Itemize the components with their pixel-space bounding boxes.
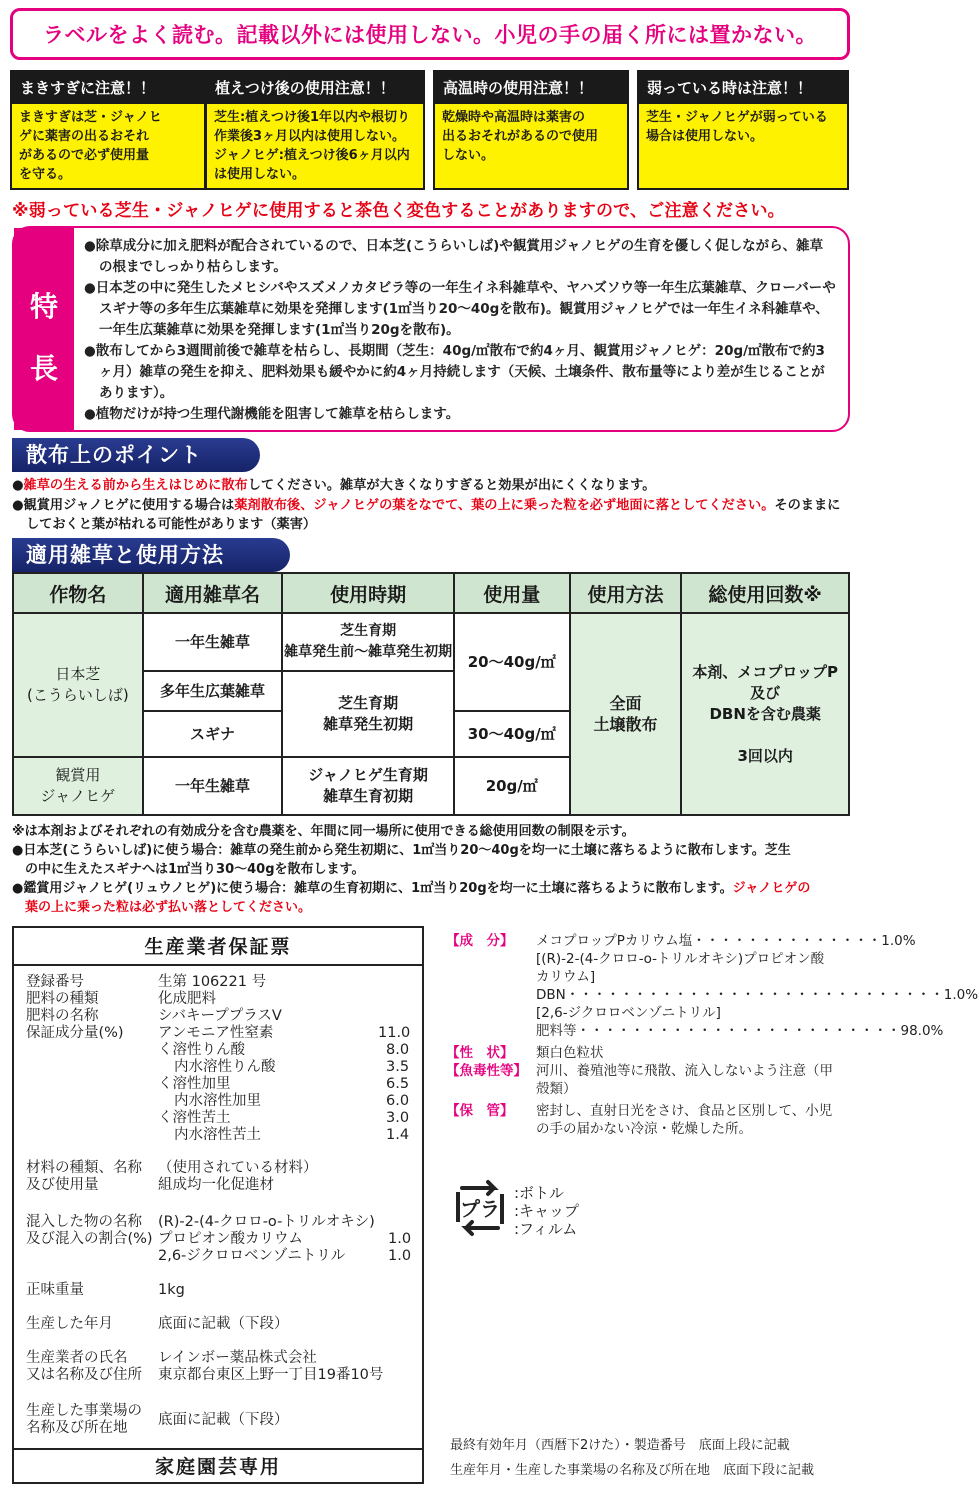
expiry-note: 最終有効年月（西暦下2けた）・製造番号 底面上段に記載: [450, 1438, 790, 1453]
times-cell: 本剤、メコプロップP 及び DBNを含む農薬 3回以内: [681, 613, 849, 815]
caution-title: まきすぎに注意！！: [12, 72, 204, 104]
table-header: 適用雑草名: [143, 573, 283, 613]
feature-item: ●日本芝の中に発生したメヒシバやスズメノカタビラ等の一年生イネ科雑草や、ヤハズソウ等一年生広葉雑草、クローバーやスギナ等の多年生広葉雑草に効果を発揮します(1㎡当り20～40gを散布)。観賞用ジャノヒゲでは一年生イネ科雑草や、一年生広葉雑草に効果を発揮します(1㎡当り20gを散布)。: [84, 280, 836, 338]
point-text: 観賞用ジャノヒゲに使用する場合は: [23, 497, 235, 513]
site-label: 名称及び所在地: [26, 1420, 128, 1436]
caution-line: を守る。: [19, 167, 72, 182]
note-line: の中に生えたスギナへは1㎡当り30～40gを散布します。: [25, 862, 365, 877]
storage-label: 【保 管】: [446, 1103, 514, 1119]
caution-title: 弱っている時は注意！！: [639, 72, 847, 104]
table-header: 作物名: [13, 573, 143, 613]
ingredient-line: カリウム]: [536, 969, 596, 985]
amount-cell: 20～40g/㎡: [454, 613, 570, 711]
mix-value: (R)-2-(4-クロロ-o-トリルオキシ): [158, 1214, 375, 1230]
type-value: 化成肥料: [158, 991, 216, 1007]
name-value: シバキーププラスV: [158, 1008, 282, 1024]
name-label: 肥料の名称: [26, 1008, 99, 1024]
table-header: 使用方法: [570, 573, 682, 613]
method-cell: 全面 土壌散布: [570, 613, 682, 815]
caution-line: まきすぎは芝・ジャノヒ: [19, 110, 162, 125]
reg-label: 登録番号: [26, 974, 84, 990]
mix-ratio: 1.0: [388, 1248, 412, 1264]
property-value: 類白色粒状: [536, 1045, 604, 1061]
caution-box-after-planting: [205, 70, 425, 190]
weight-value: 1kg: [158, 1282, 185, 1298]
comp-value: 6.0: [386, 1093, 410, 1109]
note-line: [12, 879, 852, 898]
maker-value: 東京都台東区上野一丁目19番10号: [158, 1367, 384, 1383]
points-list: [12, 476, 852, 535]
site-value: 底面に記載（下段）: [158, 1412, 289, 1428]
fish-toxicity-value: 河川、養殖池等に飛散、流入しないよう注意（甲: [536, 1063, 833, 1079]
note-line: ※は本剤およびそれぞれの有効成分を含む農薬を、年間に同一場所に使用できる総使用回数の制限を示す。: [12, 824, 635, 839]
maker-label: 生産業者の氏名: [26, 1350, 128, 1366]
comp-label: 保証成分量(%): [26, 1025, 124, 1041]
fish-toxicity-value: 殻類）: [536, 1081, 577, 1097]
property-label: 【性 状】: [446, 1045, 514, 1061]
mix-value: 2,6-ジクロロベンゾニトリル: [158, 1248, 346, 1264]
weight-label: 正味重量: [26, 1282, 84, 1298]
date-label: 生産した年月: [26, 1316, 113, 1332]
table-header-row: [13, 573, 849, 613]
note-text: ●鑑賞用ジャノヒゲ(リュウノヒゲ)に使う場合：雑草の生育初期に、1㎡当り20gを均一に土壌に落ちるように散布します。: [12, 881, 733, 896]
storage-value: の手の届かない冷涼・乾燥した所。: [536, 1121, 752, 1137]
feature-item: ●散布してから3週間前後で雑草を枯らし、長期間（芝生：40g/㎡散布で約4ヶ月、観賞用ジャノヒゲ：20g/㎡散布で約3ヶ月）雑草の発生を抑え、肥料効果も緩やかに約4ヶ月持続します（天候、土壌条件、散布量等により差が生じることがあります）。: [84, 343, 825, 401]
caution-line: ジャノヒゲ:植えつけ後6ヶ月以内: [214, 148, 410, 163]
ingredient-line: メコプロップPカリウム塩・・・・・・・・・・・・・・1.0%: [536, 933, 916, 949]
table-header: 総使用回数※: [681, 573, 849, 613]
mat-value: 組成均一化促進材: [158, 1177, 274, 1193]
caution-body: [639, 104, 847, 150]
table-header: 使用量: [454, 573, 570, 613]
caution-body: [435, 104, 627, 169]
comp-value: 6.5: [386, 1076, 410, 1092]
weed-cell: 一年生雑草: [143, 613, 283, 671]
comp-value: 1.4: [386, 1127, 410, 1143]
mix-ratio: 1.0: [388, 1231, 412, 1247]
caution-box-high-temp: [433, 70, 629, 190]
features-label-char: 長: [29, 352, 58, 385]
point-item: ●観賞用ジャノヒゲに使用する場合は薬剤散布後、ジャノヒゲの葉をなでて、葉の上に乗った粒を必ず地面に落としてください。そのままにしておくと葉が枯れる可能性があります（薬害）: [12, 497, 841, 532]
table-header: 使用時期: [282, 573, 454, 613]
guarantee-title: 生産業者保証票: [14, 928, 422, 966]
crop-cell: 日本芝 (こうらいしば): [13, 613, 143, 757]
caution-line: 乾燥時や高温時は薬害の: [442, 110, 586, 125]
comp-value: 3.0: [386, 1110, 410, 1126]
amount-cell: 20g/㎡: [454, 757, 570, 815]
point-text: そのままにしておくと葉が枯れる可能性があります（薬害）: [26, 497, 841, 532]
mix-label: 及び混入の割合(%): [26, 1231, 153, 1247]
mix-value: プロピオン酸カリウム: [158, 1231, 303, 1247]
features-label: [14, 276, 74, 400]
ingredient-line: [(R)-2-(4-クロロ-o-トリルオキシ)プロピオン酸: [536, 951, 825, 967]
feature-item: ●除草成分に加え肥料が配合されているので、日本芝(こうらいしば)や観賞用ジャノヒゲの生育を優しく促しながら、雑草の根までしっかり枯らします。: [84, 238, 824, 275]
discolor-warning: ※弱っている芝生・ジャノヒゲに使用すると茶色く変色することがありますので、ご注意ください。: [12, 201, 785, 221]
features-list: [84, 236, 836, 425]
mat-value: （使用されている材料）: [158, 1160, 318, 1176]
maker-value: レインボー薬品株式会社: [158, 1350, 317, 1366]
guarantee-footer: 家庭園芸専用: [14, 1448, 422, 1482]
caution-line: ゲに薬害の出るおそれ: [19, 129, 150, 144]
comp-name: く溶性加里: [158, 1076, 231, 1092]
caution-box-overdose: [10, 70, 206, 190]
maker-label: 又は名称及び住所: [26, 1367, 142, 1383]
time-cell: 芝生育期 雑草発生前～雑草発生初期: [282, 613, 454, 671]
weed-cell: 一年生雑草: [143, 757, 283, 815]
ingredient-line: [2,6-ジクロロベンゾニトリル]: [536, 1005, 721, 1021]
comp-name: く溶性苦土: [158, 1110, 231, 1126]
plastic-recycle-icon: [450, 1178, 510, 1238]
site-label: 生産した事業場の: [26, 1403, 142, 1419]
weed-cell: 多年生広葉雑草: [143, 671, 283, 711]
usage-section-title: 適用雑草と使用方法: [12, 538, 290, 572]
ingredient-line: DBN・・・・・・・・・・・・・・・・・・・・・・・・・・・・1.0%: [536, 987, 978, 1003]
comp-name: 内水溶性苦土: [174, 1127, 261, 1143]
caution-line: があるので必ず使用量: [19, 148, 150, 163]
amount-cell: 30～40g/㎡: [454, 711, 570, 757]
crop-cell: 観賞用 ジャノヒゲ: [13, 757, 143, 815]
comp-value: 3.5: [386, 1059, 410, 1075]
comp-value: 8.0: [386, 1042, 410, 1058]
caution-line: 場合は使用しない。: [646, 129, 764, 144]
feature-item: ●植物だけが持つ生理代謝機能を阻害して雑草を枯らします。: [84, 406, 460, 422]
caution-line: 芝生・ジャノヒゲが弱っている: [646, 110, 828, 125]
recycle-item: :ボトル: [514, 1184, 565, 1202]
top-warning-banner: ラベルをよく読む。記載以外には使用しない。小児の手の届く所には置かない。: [10, 8, 850, 60]
caution-body: [12, 104, 204, 188]
table-row: [13, 613, 849, 671]
mat-label: 材料の種類、名称: [26, 1160, 142, 1176]
caution-line: 出るおそれがあるので使用: [442, 129, 599, 144]
caution-line: しない。: [442, 148, 495, 163]
production-note: 生産年月・生産した事業場の名称及び所在地 底面下段に記載: [450, 1463, 815, 1478]
recycle-item: :フィルム: [514, 1220, 578, 1238]
comp-name: く溶性りん酸: [158, 1042, 245, 1058]
recycle-item: :キャップ: [514, 1202, 580, 1220]
note-line: ●日本芝(こうらいしば)に使う場合：雑草の発生前から発生初期に、1㎡当り20～40gを均一に土壌に落ちるように散布します。芝生: [12, 843, 791, 858]
note-line: 葉の上に乗った粒は必ず払い落としてください。: [25, 900, 312, 915]
point-text: してください。雑草が大きくなりすぎると効果が出にくくなります。: [247, 478, 656, 493]
points-section-title: 散布上のポイント: [12, 438, 260, 472]
ingredient-line: 肥料等・・・・・・・・・・・・・・・・・・・・・・・・98.0%: [536, 1023, 944, 1039]
features-label-char: 特: [29, 290, 58, 323]
weed-cell: スギナ: [143, 711, 283, 757]
caution-line: 作業後3ヶ月以内は使用しない。: [214, 129, 406, 144]
fish-toxicity-label: 【魚毒性等】: [446, 1063, 527, 1079]
type-label: 肥料の種類: [26, 991, 99, 1007]
date-value: 底面に記載（下段）: [158, 1316, 289, 1332]
guarantee-certificate: [12, 926, 424, 1484]
recycle-mark-text: プラ: [460, 1197, 500, 1221]
time-cell: 芝生育期 雑草発生初期: [282, 671, 454, 757]
comp-name: 内水溶性加里: [174, 1093, 261, 1109]
caution-line: 芝生:植えつけ後1年以内や根切り: [214, 110, 410, 125]
reg-value: 生第 106221 号: [158, 974, 267, 990]
usage-table: [12, 572, 850, 816]
caution-line: は使用しない。: [214, 167, 306, 182]
comp-name: 内水溶性りん酸: [174, 1059, 276, 1075]
comp-name: アンモニア性窒素: [158, 1025, 274, 1041]
caution-box-weak: [637, 70, 849, 190]
point-item: ●雑草の生える前から生えはじめに散布してください。雑草が大きくなりすぎると効果が出にくくなります。: [12, 478, 656, 493]
caution-title: 植えつけ後の使用注意！！: [207, 72, 423, 104]
plastic-recycle-icon-svg: [450, 1178, 510, 1238]
ingredients-label: 【成 分】: [446, 933, 514, 949]
note-highlight: ジャノヒゲの: [732, 881, 811, 896]
usage-notes: [12, 822, 852, 917]
storage-value: 密封し、直射日光をさけ、食品と区別して、小児: [536, 1103, 833, 1119]
time-cell: ジャノヒゲ生育期 雑草生育初期: [282, 757, 454, 815]
mat-label: 及び使用量: [26, 1177, 99, 1193]
point-highlight: 雑草の生える前から生えはじめに散布: [23, 478, 248, 493]
comp-value: 11.0: [378, 1025, 411, 1041]
mix-label: 混入した物の名称: [26, 1214, 142, 1230]
point-highlight: 薬剤散布後、ジャノヒゲの葉をなでて、葉の上に乗った粒を必ず地面に落としてください。: [234, 497, 775, 513]
caution-body: [207, 104, 423, 188]
features-box: [12, 226, 850, 432]
caution-title: 高温時の使用注意！！: [435, 72, 627, 104]
